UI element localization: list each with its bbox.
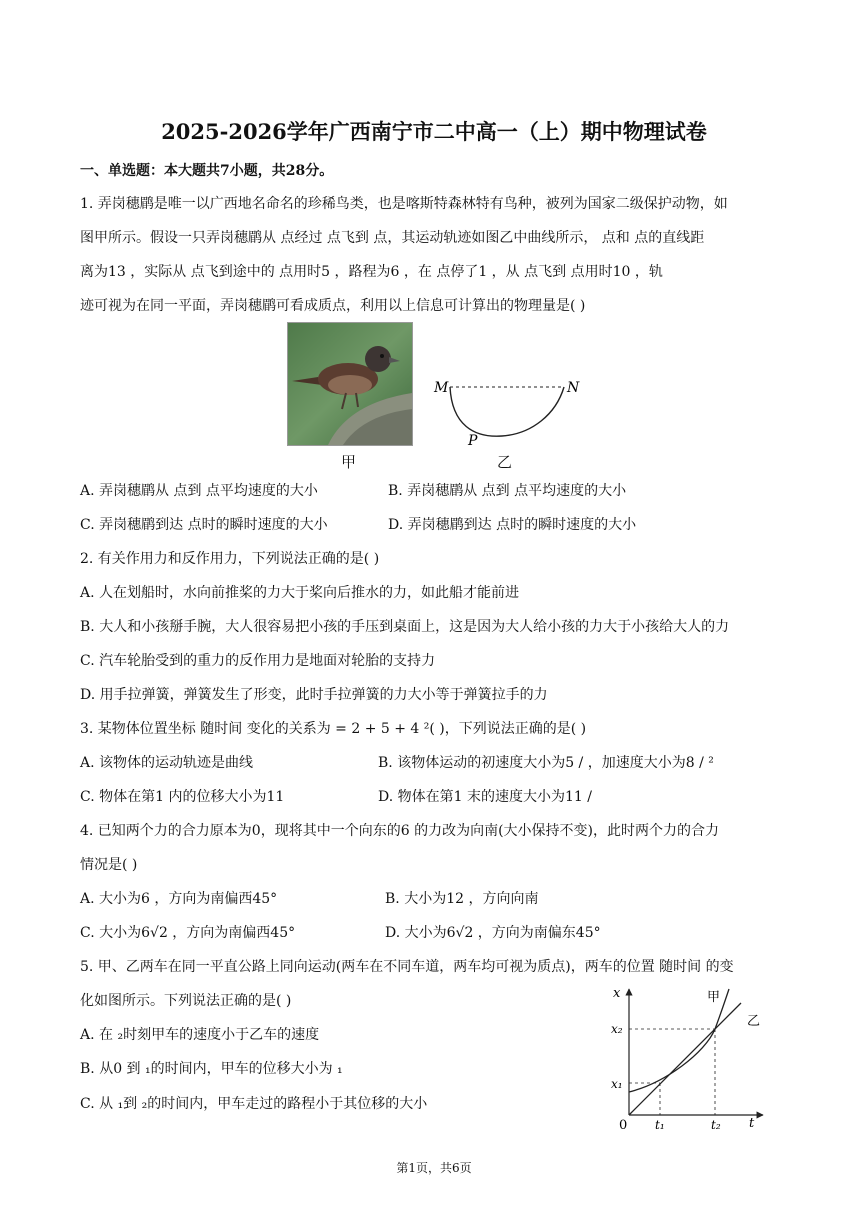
page-footer: 第1页，共6页 xyxy=(396,1161,472,1175)
q5-line-2: 化如图所示。下列说法正确的是( ) xyxy=(80,993,292,1009)
axis-x-label: x xyxy=(613,986,621,1001)
label-n: N xyxy=(567,380,580,396)
q2-option-b: B. 大人和小孩掰手腕，大人很容易把小孩的手压到桌面上，这是因为大人给小孩的力大于小孩给大人的力 xyxy=(80,619,730,635)
q3-option-b: B. 该物体运动的初速度大小为5 / ，加速度大小为8 / ² xyxy=(378,755,714,771)
t2-label: t₂ xyxy=(711,1118,721,1132)
q3-stem: 3. 某物体位置坐标 随时间 变化的关系为 = 2 + 5 + 4 ²( )，下列说法正确的是( ) xyxy=(80,721,587,737)
q1-option-c: C. 弄岗穗鹛到达 点时的瞬时速度的大小 xyxy=(80,517,328,533)
figure-a-caption: 甲 xyxy=(341,453,357,471)
q1-line-4: 迹可视为在同一平面，弄岗穗鹛可看成质点，利用以上信息可计算出的物理量是( ) xyxy=(80,298,586,314)
q2-option-c: C. 汽车轮胎受到的重力的反作用力是地面对轮胎的支持力 xyxy=(80,653,436,669)
q1-line-1: 1. 弄岗穗鹛是唯一以广西地名命名的珍稀鸟类，也是喀斯特森林特有鸟种，被列为国家二级保护动物，如 xyxy=(80,196,728,212)
trajectory-curve xyxy=(450,387,564,436)
bird-photo xyxy=(287,322,413,446)
q4-option-b: B. 大小为12 ，方向向南 xyxy=(385,891,539,907)
q3-option-c: C. 物体在第1 内的位移大小为11 xyxy=(80,789,285,805)
q4-option-d: D. 大小为6√2 ，方向为南偏东45° xyxy=(385,925,601,941)
q2-stem: 2. 有关作用力和反作用力，下列说法正确的是( ) xyxy=(80,551,380,567)
q3-option-d: D. 物体在第1 末的速度大小为11 / xyxy=(378,789,592,805)
line-yi xyxy=(629,1003,741,1115)
yi-label: 乙 xyxy=(747,1014,761,1029)
x1-label: x₁ xyxy=(611,1077,623,1091)
label-p: P xyxy=(468,433,478,449)
section-heading: 一、单选题：本大题共7小题，共28分。 xyxy=(80,163,334,179)
label-m: M xyxy=(434,380,449,396)
q4-option-a: A. 大小为6 ，方向为南偏西45° xyxy=(80,891,278,907)
axis-t-label: t xyxy=(749,1116,755,1131)
q5-option-a: A. 在 ₂时刻甲车的速度小于乙车的速度 xyxy=(80,1027,320,1043)
q1-line-3: 离为13 ，实际从 点飞到途中的 点用时5 ，路程为6 ，在 点停了1 ，从 点飞到 点用时10 ，轨 xyxy=(80,264,663,280)
q5-option-c: C. 从 ₁到 ₂的时间内，甲车走过的路程小于其位移的大小 xyxy=(80,1096,428,1112)
q2-option-a: A. 人在划船时，水向前推桨的力大于桨向后推水的力，如此船才能前进 xyxy=(80,585,520,601)
q4-line-2: 情况是( ) xyxy=(80,857,138,873)
figure-b-caption: 乙 xyxy=(497,453,513,471)
t1-label: t₁ xyxy=(655,1118,665,1132)
q4-option-c: C. 大小为6√2 ，方向为南偏西45° xyxy=(80,925,296,941)
q1-option-a: A. 弄岗穗鹛从 点到 点平均速度的大小 xyxy=(80,483,318,499)
q2-option-d: D. 用手拉弹簧，弹簧发生了形变，此时手拉弹簧的力大小等于弹簧拉手的力 xyxy=(80,687,548,703)
q5-line-1: 5. 甲、乙两车在同一平直公路上同向运动(两车在不同车道，两车均可视为质点)，两车的位置 随时间 的变 xyxy=(80,959,734,975)
q5-option-b: B. 从0 到 ₁的时间内，甲车的位移大小为 ₁ xyxy=(80,1061,343,1077)
page-title: 2025-2026学年广西南宁市二中高一（上）期中物理试卷 xyxy=(161,119,707,144)
q3-option-a: A. 该物体的运动轨迹是曲线 xyxy=(80,755,254,771)
origin-label: 0 xyxy=(619,1118,628,1133)
q1-option-d: D. 弄岗穗鹛到达 点时的瞬时速度的大小 xyxy=(388,517,637,533)
q1-option-b: B. 弄岗穗鹛从 点到 点平均速度的大小 xyxy=(388,483,627,499)
q4-line-1: 4. 已知两个力的合力原本为0，现将其中一个向东的6 的力改为向南(大小保持不变)，此时两个力的合力 xyxy=(80,823,719,839)
jia-label: 甲 xyxy=(707,990,721,1005)
q1-line-2: 图甲所示。假设一只弄岗穗鹛从 点经过 点飞到 点，其运动轨迹如图乙中曲线所示， 点和 点的直线距 xyxy=(80,230,705,246)
position-time-graph xyxy=(605,983,770,1135)
x2-label: x₂ xyxy=(611,1022,623,1036)
trajectory-diagram xyxy=(428,370,588,450)
